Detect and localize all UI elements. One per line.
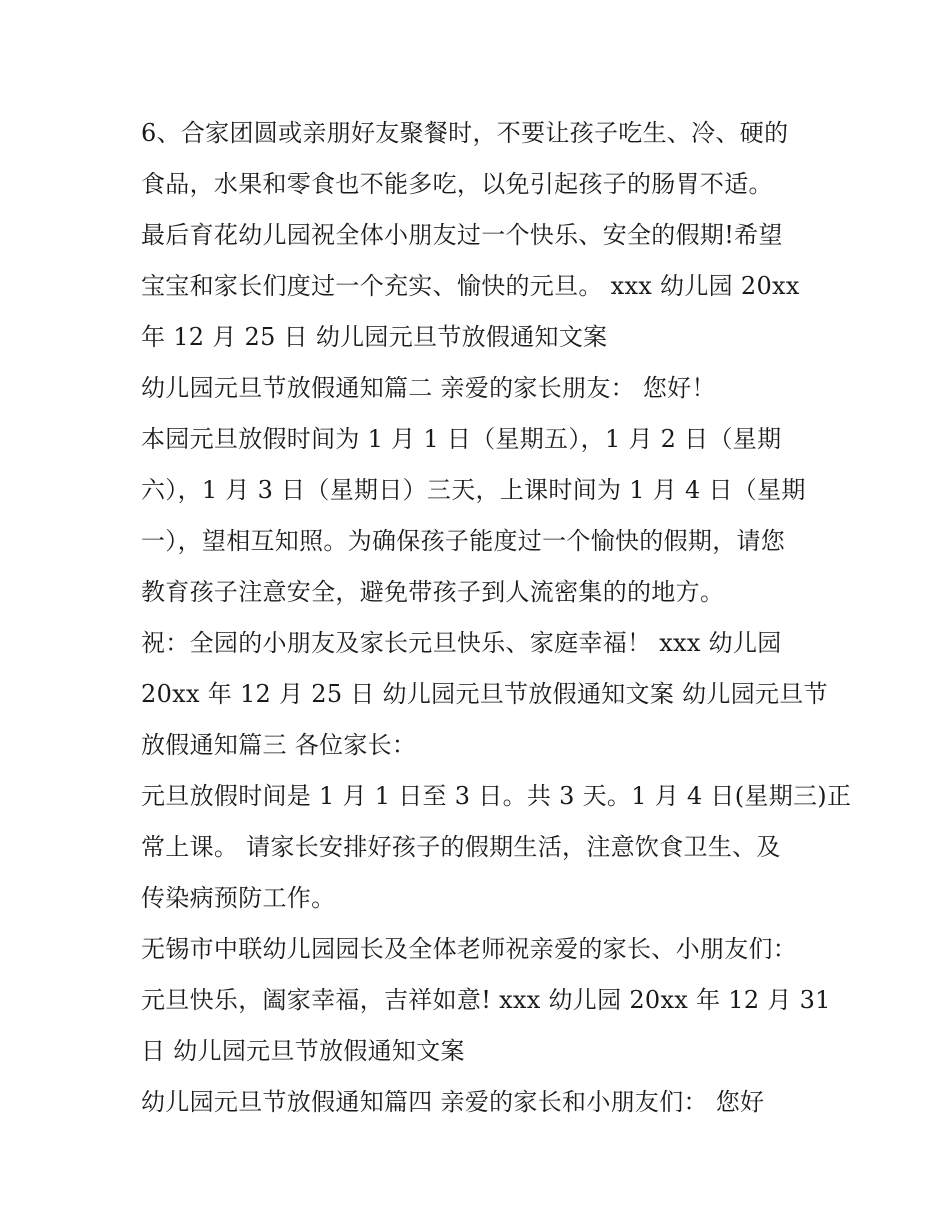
text-line: 宝宝和家长们度过一个充实、愉快的元旦。 xxx 幼儿园 20xx: [141, 272, 800, 300]
text-line: 20xx 年 12 月 25 日 幼儿园元旦节放假通知文案 幼儿园元旦节: [141, 680, 828, 708]
text-line: 幼儿园元旦节放假通知篇四 亲爱的家长和小朋友们： 您好: [141, 1088, 765, 1116]
text-line: 幼儿园元旦节放假通知篇二 亲爱的家长朋友： 您好！: [141, 374, 716, 402]
text-line: 六），1 月 3 日（星期日）三天，上课时间为 1 月 4 日（星期: [141, 476, 806, 504]
text-line: 一），望相互知照。为确保孩子能度过一个愉快的假期，请您: [141, 527, 786, 555]
text-line: 本园元旦放假时间为 1 月 1 日（星期五），1 月 2 日（星期: [141, 425, 782, 453]
text-line: 年 12 月 25 日 幼儿园元旦节放假通知文案: [141, 323, 608, 351]
text-line: 无锡市中联幼儿园园长及全体老师祝亲爱的家长、小朋友们：: [141, 935, 798, 963]
text-line: 放假通知篇三 各位家长：: [141, 731, 417, 759]
text-line: 祝：全园的小朋友及家长元旦快乐、家庭幸福！ xxx 幼儿园: [141, 629, 782, 657]
text-line: 6、合家团圆或亲朋好友聚餐时，不要让孩子吃生、冷、硬的: [141, 119, 789, 147]
text-line: 最后育花幼儿园祝全体小朋友过一个快乐、安全的假期!希望: [141, 221, 783, 249]
text-line: 日 幼儿园元旦节放假通知文案: [141, 1037, 465, 1065]
text-line: 传染病预防工作。: [141, 884, 336, 912]
text-line: 教育孩子注意安全，避免带孩子到人流密集的的地方。: [141, 578, 725, 606]
text-line: 元旦快乐，阖家幸福，吉祥如意! xxx 幼儿园 20xx 年 12 月 31: [141, 986, 831, 1014]
text-line: 元旦放假时间是 1 月 1 日至 3 日。共 3 天。1 月 4 日(星期三)正: [141, 782, 852, 810]
text-line: 食品，水果和零食也不能多吃，以免引起孩子的肠胃不适。: [141, 170, 773, 198]
document-body: [141, 108, 852, 1128]
text-line: 常上课。 请家长安排好孩子的假期生活，注意饮食卫生、及: [141, 833, 781, 861]
